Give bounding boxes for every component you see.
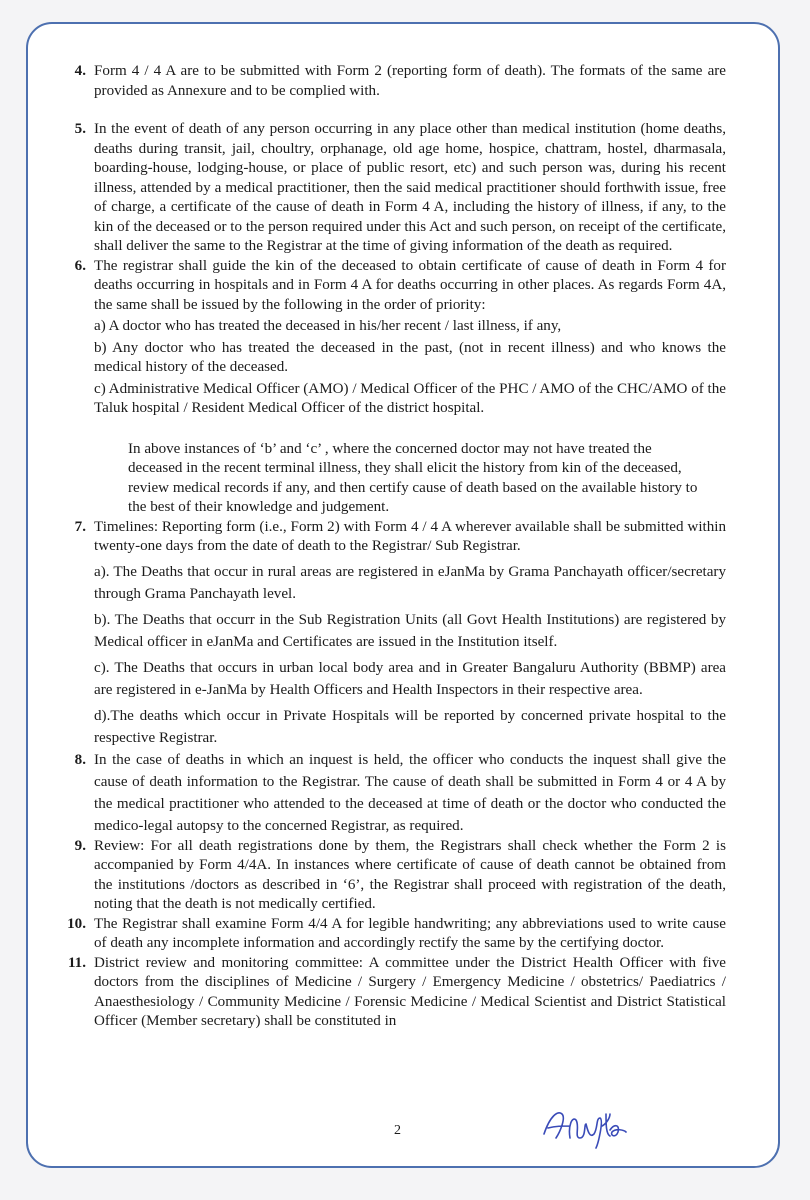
sub-item-b: b) Any doctor who has treated the deceased in the past, (not in recent illness) and who knows the medical history of the deceased. [94,339,726,375]
sub-item-a: a) A doctor who has treated the deceased in his/her recent / last illness, if any, [94,318,562,334]
sub-item-c: c). The Deaths that occurs in urban local body area and in Greater Bangaluru Authority (BBMP) area are registered in e-JanMa by Health Officers and Health Inspectors in their respective area. [94,659,726,698]
item-text: Review: For all death registrations done by them, the Registrars shall check whether the Form 2 is accompanied by Form 4/4A. In instances where certificate of cause of death cannot be obtained from the institutions /doctors as described in ‘6’, the Registrar shall proceed with registration of the death, noting that the death is not medically certified. [94,837,726,912]
item-text: Form 4 / 4 A are to be submitted with Form 2 (reporting form of death). The formats of the same are provided as Annexure and to be complied with. [94,63,726,99]
list-item-11 [66,954,726,1032]
list-item-10 [66,915,726,954]
sub-item-c: c) Administrative Medical Officer (AMO) / Medical Officer of the PHC / AMO of the CHC/AMO of the Taluk hospital / Resident Medical Officer of the district hospital. [94,380,726,416]
list-item-5 [66,120,726,257]
instances-note: In above instances of ‘b’ and ‘c’ , where the concerned doctor may not have treated the deceased in the recent terminal illness, they shall elicit the history from kin of the deceased, review medical records if any, and then certify cause of death based on the available history to the best of their knowledge and judgement. [128,440,698,515]
item-number: 4. [74,63,86,79]
page-number: 2 [394,1123,401,1138]
item-number: 9. [74,837,86,854]
handwritten-signature [540,1104,630,1150]
list-item-9 [66,837,726,915]
sub-item-b: b). The Deaths that occurr in the Sub Registration Units (all Govt Health Institutions) are registered by Medical officer in eJanMa and Certificates are issued in the Institution itself. [94,611,726,650]
item-text: District review and monitoring committee: A committee under the District Health Officer with five doctors from the disciplines of Medicine / Surgery / Emergency Medicine / obstetrics/ Paediatrics / Anaesthesiology / Community Medicine / Forensic Medicine / Medical Scientist and District Statistical Officer (Member secretary) shall be constituted in [94,954,726,1029]
item-text: The Registrar shall examine Form 4/4 A for legible handwriting; any abbreviations used to write cause of death any incomplete information and accordingly rectify the same by the certifying doctor. [94,915,726,951]
list-item-7 [66,518,726,749]
item-number: 8. [74,751,86,768]
item-number: 7. [74,518,86,535]
list-item-4 [66,62,726,101]
item-number: 11. [67,954,86,971]
sub-item-d: d).The deaths which occur in Private Hospitals will be reported by concerned private hospital to the respective Registrar. [94,707,726,746]
item-text: In the case of deaths in which an inquest is held, the officer who conducts the inquest shall give the cause of death information to the Registrar. The cause of death shall be submitted in Form 4 or 4 A by the medical practitioner who attended to the deceased at time of death or the doctor who conducted the medico-legal autopsy to the concerned Registrar, as required. [94,751,726,834]
document-body [66,62,726,1032]
item-number: 6. [74,257,86,274]
item-text: The registrar shall guide the kin of the deceased to obtain certificate of cause of death in Form 4 for deaths occurring in hospitals and in Form 4 A for deaths occurring in other places. As regards Form 4A, the same shall be issued by the following in the order of priority: [94,257,726,313]
list-item-8 [66,749,726,837]
item-number: 5. [74,121,86,137]
sub-item-a: a). The Deaths that occur in rural areas are registered in eJanMa by Grama Panchayath officer/secretary through Grama Panchayath level. [94,563,726,602]
item-number: 10. [67,915,86,932]
list-item-6 [66,257,726,419]
item-text: In the event of death of any person occurring in any place other than medical institution (home deaths, deaths during transit, jail, choultry, orphanage, old age home, hospice, chattram, hostel, dharmasala, boarding-house, lodging-house, or place of public resort, etc) and such person was, during his recent illness, attended by a medical practitioner, then the said medical practitioner should forthwith issue, free of charge, a certificate of the cause of death in Form 4 A, including the history of illness, if any, to the kin of the deceased or to the person required under this Act and such person, on receipt of the certificate, shall deliver the same to the Registrar at the time of giving information of the death as required. [94,121,726,254]
item-text: Timelines: Reporting form (i.e., Form 2) with Form 4 / 4 A wherever available shall be submitted within twenty-one days from the date of death to the Registrar/ Sub Registrar. [94,518,726,554]
